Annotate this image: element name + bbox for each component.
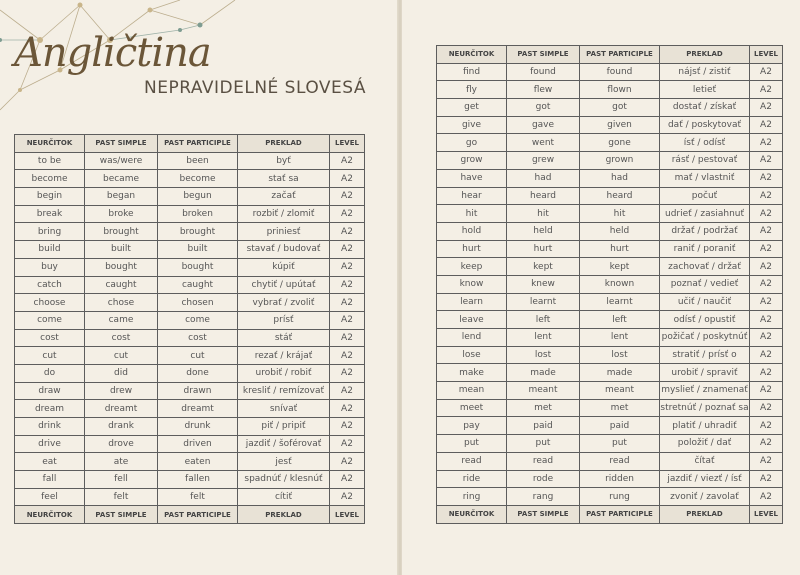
- column-header: PAST SIMPLE: [507, 46, 580, 64]
- table-cell: nájsť / zistiť: [660, 63, 750, 81]
- table-cell: A2: [330, 364, 365, 382]
- table-cell: A2: [330, 205, 365, 223]
- table-cell: stáť: [238, 329, 330, 347]
- table-row: [437, 488, 783, 506]
- table-cell: A2: [750, 152, 783, 170]
- table-cell: to be: [15, 152, 85, 170]
- table-cell: was/were: [85, 152, 158, 170]
- table-cell: begun: [158, 188, 238, 206]
- table-cell: hit: [580, 205, 660, 223]
- table-cell: found: [507, 63, 580, 81]
- table-cell: cost: [85, 329, 158, 347]
- table-cell: bought: [85, 258, 158, 276]
- table-cell: keep: [437, 258, 507, 276]
- table-cell: put: [580, 435, 660, 453]
- table-cell: jazdiť / viezť / ísť: [660, 470, 750, 488]
- column-header: NEURČITOK: [437, 46, 507, 64]
- table-cell: leave: [437, 311, 507, 329]
- table-cell: came: [85, 311, 158, 329]
- table-cell: A2: [750, 417, 783, 435]
- table-cell: myslieť / znamenať: [660, 382, 750, 400]
- table-cell: hit: [507, 205, 580, 223]
- table-cell: give: [437, 116, 507, 134]
- table-cell: chosen: [158, 294, 238, 312]
- table-cell: cut: [85, 347, 158, 365]
- column-header: PAST SIMPLE: [85, 135, 158, 153]
- table-cell: A2: [750, 382, 783, 400]
- table-cell: meet: [437, 399, 507, 417]
- table-cell: grown: [580, 152, 660, 170]
- table-row: [15, 453, 365, 471]
- table-cell: felt: [85, 488, 158, 506]
- left-page: [0, 0, 398, 575]
- table-cell: caught: [85, 276, 158, 294]
- table-cell: A2: [330, 471, 365, 489]
- table-cell: A2: [330, 152, 365, 170]
- table-row: [437, 81, 783, 99]
- table-cell: kresliť / remízovať: [238, 382, 330, 400]
- table-row: [437, 63, 783, 81]
- table-cell: knew: [507, 275, 580, 293]
- table-cell: udrieť / zasiahnuť: [660, 205, 750, 223]
- table-row: [15, 241, 365, 259]
- table-cell: held: [507, 222, 580, 240]
- table-cell: learnt: [580, 293, 660, 311]
- table-cell: break: [15, 205, 85, 223]
- table-cell: given: [580, 116, 660, 134]
- table-cell: fell: [85, 471, 158, 489]
- table-cell: draw: [15, 382, 85, 400]
- table-cell: heard: [580, 187, 660, 205]
- table-cell: mean: [437, 382, 507, 400]
- table-cell: hit: [437, 205, 507, 223]
- table-row: [437, 258, 783, 276]
- table-cell: brought: [158, 223, 238, 241]
- table-row: [437, 275, 783, 293]
- table-cell: odísť / opustiť: [660, 311, 750, 329]
- table-cell: A2: [750, 329, 783, 347]
- table-row: [437, 417, 783, 435]
- table-cell: rásť / pestovať: [660, 152, 750, 170]
- table-row: [437, 346, 783, 364]
- table-cell: požičať / poskytnúť: [660, 329, 750, 347]
- table-cell: eaten: [158, 453, 238, 471]
- table-row: [15, 329, 365, 347]
- table-cell: driven: [158, 435, 238, 453]
- table-cell: ate: [85, 453, 158, 471]
- table-cell: build: [15, 241, 85, 259]
- table-cell: lend: [437, 329, 507, 347]
- table-cell: čítať: [660, 452, 750, 470]
- table-row: [437, 364, 783, 382]
- table-cell: been: [158, 152, 238, 170]
- table-cell: ísť / odísť: [660, 134, 750, 152]
- table-header-row: [437, 46, 783, 64]
- column-footer: PREKLAD: [660, 505, 750, 523]
- table-cell: go: [437, 134, 507, 152]
- table-row: [15, 400, 365, 418]
- table-cell: rozbiť / zlomiť: [238, 205, 330, 223]
- table-row: [15, 223, 365, 241]
- table-cell: prísť: [238, 311, 330, 329]
- table-cell: pay: [437, 417, 507, 435]
- table-row: [437, 169, 783, 187]
- table-cell: A2: [750, 134, 783, 152]
- table-cell: had: [507, 169, 580, 187]
- table-cell: feel: [15, 488, 85, 506]
- table-cell: A2: [330, 453, 365, 471]
- column-footer: PAST PARTICIPLE: [580, 505, 660, 523]
- table-cell: A2: [330, 382, 365, 400]
- table-cell: dreamt: [85, 400, 158, 418]
- table-cell: držať / podržať: [660, 222, 750, 240]
- table-cell: drink: [15, 418, 85, 436]
- table-row: [437, 311, 783, 329]
- table-cell: felt: [158, 488, 238, 506]
- table-cell: bought: [158, 258, 238, 276]
- table-cell: do: [15, 364, 85, 382]
- verbs-table-right: [436, 45, 783, 524]
- table-cell: heard: [507, 187, 580, 205]
- table-cell: learn: [437, 293, 507, 311]
- table-cell: ring: [437, 488, 507, 506]
- table-cell: snívať: [238, 400, 330, 418]
- table-cell: rung: [580, 488, 660, 506]
- table-cell: A2: [750, 470, 783, 488]
- table-cell: dreamt: [158, 400, 238, 418]
- table-cell: hear: [437, 187, 507, 205]
- table-cell: have: [437, 169, 507, 187]
- table-cell: A2: [750, 240, 783, 258]
- table-cell: got: [507, 99, 580, 117]
- table-cell: ridden: [580, 470, 660, 488]
- table-cell: A2: [330, 488, 365, 506]
- table-cell: grow: [437, 152, 507, 170]
- table-cell: A2: [330, 400, 365, 418]
- table-row: [437, 152, 783, 170]
- table-cell: A2: [330, 329, 365, 347]
- table-cell: lose: [437, 346, 507, 364]
- table-cell: bring: [15, 223, 85, 241]
- table-cell: made: [580, 364, 660, 382]
- table-cell: paid: [580, 417, 660, 435]
- table-cell: broken: [158, 205, 238, 223]
- table-cell: put: [507, 435, 580, 453]
- table-cell: jazdiť / šoférovať: [238, 435, 330, 453]
- table-cell: got: [580, 99, 660, 117]
- table-cell: known: [580, 275, 660, 293]
- table-cell: poznať / vedieť: [660, 275, 750, 293]
- column-footer: LEVEL: [330, 506, 365, 524]
- table-cell: begin: [15, 188, 85, 206]
- column-header: PAST PARTICIPLE: [580, 46, 660, 64]
- table-cell: byť: [238, 152, 330, 170]
- table-row: [15, 311, 365, 329]
- column-footer: NEURČITOK: [437, 505, 507, 523]
- table-cell: učiť / naučiť: [660, 293, 750, 311]
- table-cell: drew: [85, 382, 158, 400]
- column-footer: LEVEL: [750, 505, 783, 523]
- table-cell: chytiť / upútať: [238, 276, 330, 294]
- page-subtitle: NEPRAVIDELNÉ SLOVESÁ: [144, 78, 367, 98]
- table-cell: cost: [15, 329, 85, 347]
- table-cell: A2: [750, 99, 783, 117]
- table-cell: hurt: [437, 240, 507, 258]
- table-cell: A2: [750, 116, 783, 134]
- table-cell: made: [507, 364, 580, 382]
- table-cell: A2: [330, 435, 365, 453]
- table-cell: kept: [580, 258, 660, 276]
- table-cell: done: [158, 364, 238, 382]
- table-row: [15, 471, 365, 489]
- table-cell: jesť: [238, 453, 330, 471]
- table-cell: A2: [330, 294, 365, 312]
- table-cell: stratiť / prísť o: [660, 346, 750, 364]
- table-cell: put: [437, 435, 507, 453]
- table-cell: drive: [15, 435, 85, 453]
- table-cell: meant: [580, 382, 660, 400]
- table-cell: vybrať / zvoliť: [238, 294, 330, 312]
- page-title: Angličtina: [14, 30, 211, 76]
- table-row: [15, 276, 365, 294]
- table-row: [437, 435, 783, 453]
- table-cell: urobiť / robiť: [238, 364, 330, 382]
- table-cell: A2: [330, 258, 365, 276]
- table-row: [15, 258, 365, 276]
- table-cell: A2: [750, 311, 783, 329]
- table-cell: cost: [158, 329, 238, 347]
- table-cell: gone: [580, 134, 660, 152]
- column-header: PAST PARTICIPLE: [158, 135, 238, 153]
- table-footer-row: [437, 505, 783, 523]
- table-cell: A2: [330, 241, 365, 259]
- column-footer: PREKLAD: [238, 506, 330, 524]
- table-cell: hold: [437, 222, 507, 240]
- table-cell: had: [580, 169, 660, 187]
- table-cell: lost: [507, 346, 580, 364]
- column-header: PREKLAD: [238, 135, 330, 153]
- table-cell: drove: [85, 435, 158, 453]
- table-cell: eat: [15, 453, 85, 471]
- table-cell: built: [158, 241, 238, 259]
- table-cell: read: [580, 452, 660, 470]
- table-cell: A2: [330, 188, 365, 206]
- table-row: [437, 382, 783, 400]
- table-cell: A2: [750, 452, 783, 470]
- table-cell: A2: [750, 222, 783, 240]
- table-row: [437, 399, 783, 417]
- table-cell: buy: [15, 258, 85, 276]
- table-cell: get: [437, 99, 507, 117]
- table-cell: stavať / budovať: [238, 241, 330, 259]
- table-cell: lent: [507, 329, 580, 347]
- table-cell: A2: [750, 293, 783, 311]
- table-cell: položiť / dať: [660, 435, 750, 453]
- table-cell: A2: [330, 311, 365, 329]
- table-cell: zachovať / držať: [660, 258, 750, 276]
- table-cell: chose: [85, 294, 158, 312]
- table-footer-row: [15, 506, 365, 524]
- table-cell: grew: [507, 152, 580, 170]
- column-footer: PAST PARTICIPLE: [158, 506, 238, 524]
- table-cell: fall: [15, 471, 85, 489]
- column-header: LEVEL: [330, 135, 365, 153]
- table-cell: left: [507, 311, 580, 329]
- table-row: [437, 222, 783, 240]
- table-cell: A2: [750, 187, 783, 205]
- table-cell: dream: [15, 400, 85, 418]
- table-cell: catch: [15, 276, 85, 294]
- table-cell: A2: [750, 258, 783, 276]
- column-footer: PAST SIMPLE: [507, 505, 580, 523]
- table-cell: did: [85, 364, 158, 382]
- verbs-table-left: [14, 134, 365, 524]
- table-cell: drank: [85, 418, 158, 436]
- table-cell: spadnúť / klesnúť: [238, 471, 330, 489]
- table-cell: find: [437, 63, 507, 81]
- table-cell: letieť: [660, 81, 750, 99]
- table-cell: hurt: [580, 240, 660, 258]
- table-cell: A2: [750, 346, 783, 364]
- table-cell: lent: [580, 329, 660, 347]
- table-cell: A2: [750, 364, 783, 382]
- table-cell: fly: [437, 81, 507, 99]
- table-cell: broke: [85, 205, 158, 223]
- table-row: [15, 152, 365, 170]
- table-cell: A2: [330, 418, 365, 436]
- table-row: [437, 205, 783, 223]
- table-row: [15, 488, 365, 506]
- table-cell: drunk: [158, 418, 238, 436]
- table-cell: A2: [750, 275, 783, 293]
- table-row: [437, 329, 783, 347]
- column-header: LEVEL: [750, 46, 783, 64]
- table-cell: read: [437, 452, 507, 470]
- table-cell: kúpiť: [238, 258, 330, 276]
- table-row: [437, 116, 783, 134]
- column-footer: PAST SIMPLE: [85, 506, 158, 524]
- table-row: [437, 452, 783, 470]
- table-cell: built: [85, 241, 158, 259]
- table-cell: dať / poskytovať: [660, 116, 750, 134]
- table-cell: platiť / uhradiť: [660, 417, 750, 435]
- table-cell: choose: [15, 294, 85, 312]
- table-cell: left: [580, 311, 660, 329]
- table-cell: caught: [158, 276, 238, 294]
- table-cell: become: [158, 170, 238, 188]
- table-cell: paid: [507, 417, 580, 435]
- column-header: PREKLAD: [660, 46, 750, 64]
- table-header-row: [15, 135, 365, 153]
- table-row: [15, 418, 365, 436]
- table-cell: met: [580, 399, 660, 417]
- table-row: [15, 435, 365, 453]
- table-cell: A2: [750, 81, 783, 99]
- table-cell: A2: [750, 63, 783, 81]
- table-cell: found: [580, 63, 660, 81]
- table-cell: lost: [580, 346, 660, 364]
- table-cell: drawn: [158, 382, 238, 400]
- table-cell: rezať / krájať: [238, 347, 330, 365]
- table-cell: A2: [330, 170, 365, 188]
- table-cell: met: [507, 399, 580, 417]
- table-cell: cut: [158, 347, 238, 365]
- table-row: [15, 170, 365, 188]
- table-cell: urobiť / spraviť: [660, 364, 750, 382]
- table-row: [437, 99, 783, 117]
- table-cell: A2: [750, 488, 783, 506]
- table-cell: začať: [238, 188, 330, 206]
- table-cell: stretnúť / poznať sa: [660, 399, 750, 417]
- table-row: [437, 187, 783, 205]
- table-row: [15, 364, 365, 382]
- table-cell: zvoniť / zavolať: [660, 488, 750, 506]
- table-cell: make: [437, 364, 507, 382]
- table-row: [15, 347, 365, 365]
- table-cell: cut: [15, 347, 85, 365]
- table-cell: raniť / poraniť: [660, 240, 750, 258]
- table-cell: piť / pripiť: [238, 418, 330, 436]
- table-cell: A2: [750, 399, 783, 417]
- table-cell: come: [158, 311, 238, 329]
- table-cell: dostať / získať: [660, 99, 750, 117]
- table-row: [15, 382, 365, 400]
- table-cell: read: [507, 452, 580, 470]
- table-cell: became: [85, 170, 158, 188]
- table-cell: held: [580, 222, 660, 240]
- table-cell: meant: [507, 382, 580, 400]
- table-cell: A2: [330, 276, 365, 294]
- table-cell: priniesť: [238, 223, 330, 241]
- table-cell: learnt: [507, 293, 580, 311]
- table-cell: A2: [330, 347, 365, 365]
- table-row: [437, 240, 783, 258]
- table-cell: brought: [85, 223, 158, 241]
- table-cell: fallen: [158, 471, 238, 489]
- table-row: [15, 188, 365, 206]
- table-cell: ride: [437, 470, 507, 488]
- table-cell: A2: [750, 435, 783, 453]
- table-cell: flown: [580, 81, 660, 99]
- table-row: [437, 293, 783, 311]
- table-row: [15, 205, 365, 223]
- table-row: [15, 294, 365, 312]
- table-cell: rang: [507, 488, 580, 506]
- table-cell: know: [437, 275, 507, 293]
- table-cell: hurt: [507, 240, 580, 258]
- table-cell: mať / vlastniť: [660, 169, 750, 187]
- column-footer: NEURČITOK: [15, 506, 85, 524]
- table-cell: A2: [750, 169, 783, 187]
- column-header: NEURČITOK: [15, 135, 85, 153]
- table-row: [437, 470, 783, 488]
- table-cell: kept: [507, 258, 580, 276]
- table-cell: flew: [507, 81, 580, 99]
- table-row: [437, 134, 783, 152]
- table-cell: počuť: [660, 187, 750, 205]
- table-cell: A2: [330, 223, 365, 241]
- table-cell: become: [15, 170, 85, 188]
- table-cell: began: [85, 188, 158, 206]
- table-cell: gave: [507, 116, 580, 134]
- table-cell: come: [15, 311, 85, 329]
- table-cell: cítiť: [238, 488, 330, 506]
- table-cell: A2: [750, 205, 783, 223]
- table-cell: went: [507, 134, 580, 152]
- table-cell: stať sa: [238, 170, 330, 188]
- table-cell: rode: [507, 470, 580, 488]
